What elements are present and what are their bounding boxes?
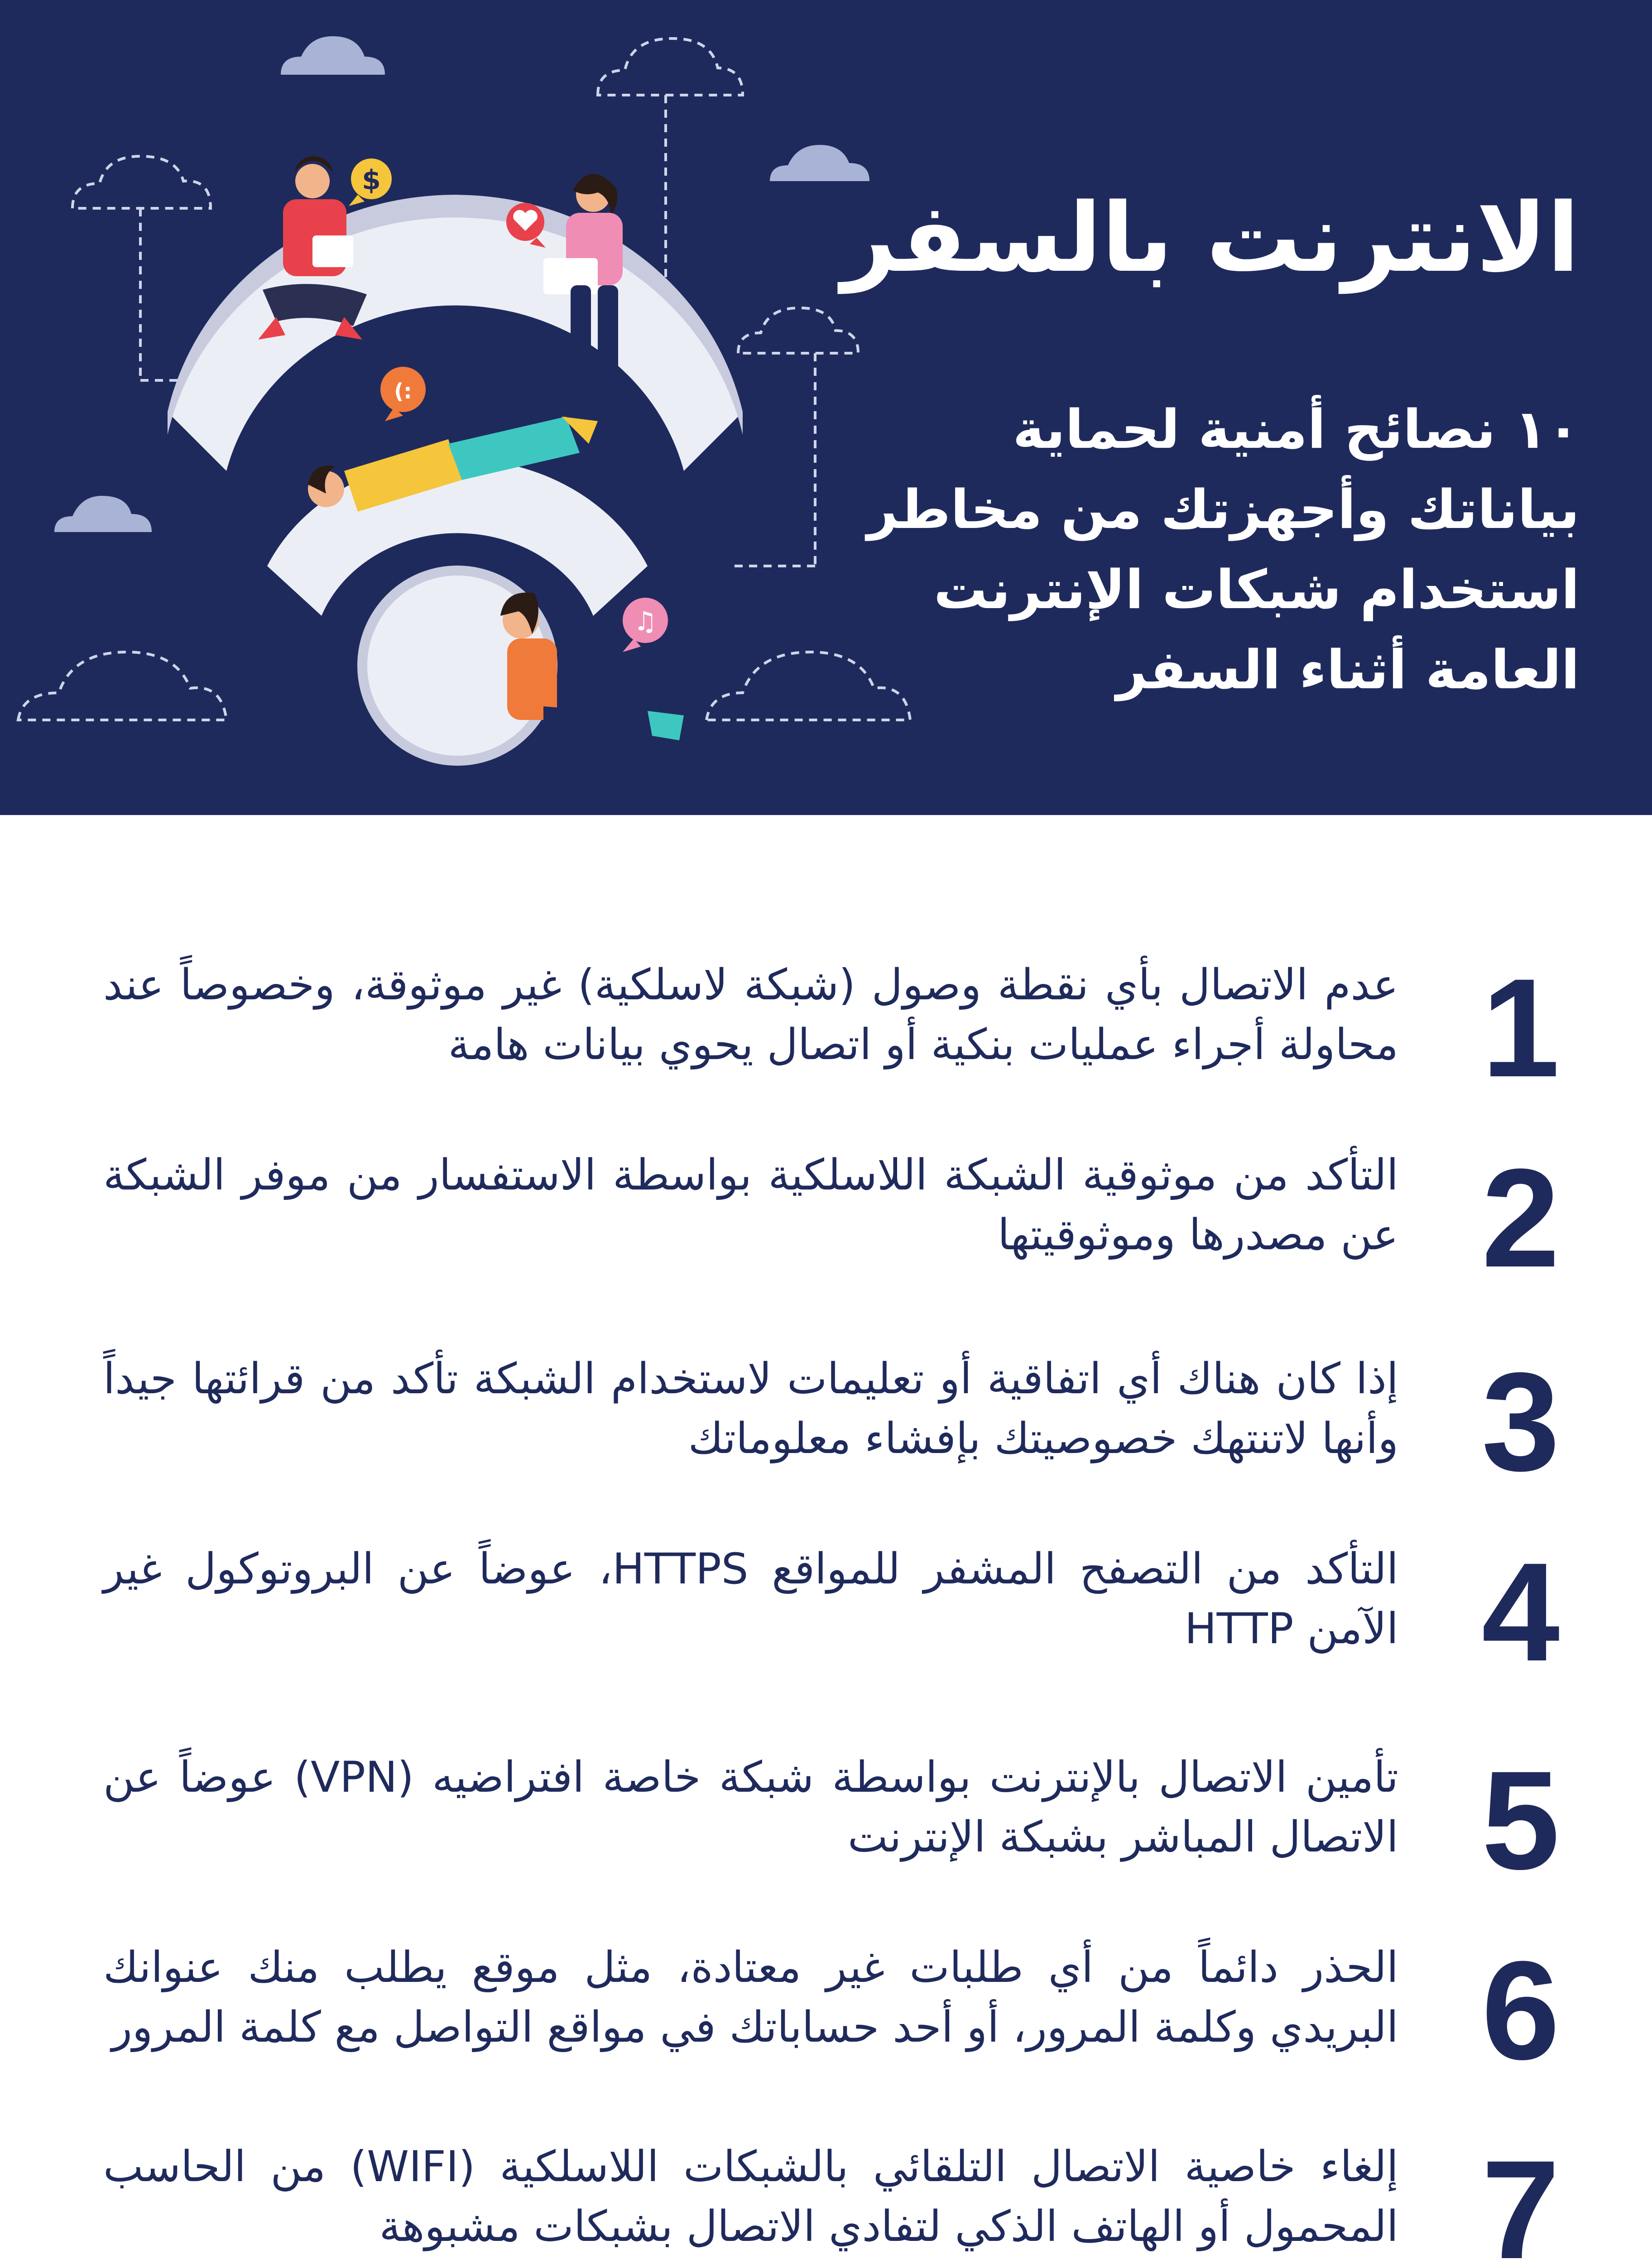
tip-text: تأمين الاتصال بالإنترنت بواسطة شبكة خاصة افتراضيه (VPN) عوضاً عن الاتصال المباشر بشبكة الإنترنت <box>103 1753 1398 1862</box>
list-item <box>0 937 1652 1118</box>
tip-number: 4 <box>1481 1533 1560 1690</box>
tip-text: إذا كان هناك أي اتفاقية أو تعليمات لاستخدام الشبكة تأكد من قرائتها جيداً وأنها لاتنتهك خصوصيتك بإفشاء معلوماتك <box>103 1354 1398 1463</box>
hero-illustration <box>0 0 951 815</box>
person-with-tablet-illustration <box>258 156 367 340</box>
svg-text:♫: ♫ <box>634 606 657 637</box>
tip-text: التأكد من موثوقية الشبكة اللاسلكية بواسطة الاستفسار من موفر الشبكة عن مصدرها وموثوقيتها <box>103 1151 1398 1260</box>
tip-text: عدم الاتصال بأي نقطة وصول (شبكة لاسلكية) غير موثوقة، وخصوصاً عند محاولة أجراء عمليات بنكية أو اتصال يحوي بيانات هامة <box>103 960 1398 1070</box>
tip-number: 3 <box>1481 1343 1560 1500</box>
page-subtitle: ١٠ نصائح أمنية لحماية بياناتك وأجهزتك من مخاطر استخدام شبكات الإنترنت العامة أثناء السفر <box>867 398 1580 701</box>
svg-text::): :) <box>394 379 412 403</box>
tip-number: 2 <box>1481 1139 1560 1296</box>
tip-text: إلغاء خاصية الاتصال التلقائي بالشبكات اللاسلكية (WIFI) من الحاسب المحمول أو الهاتف الذكي لتفادي الاتصال بشبكات مشبوهة <box>103 2142 1398 2251</box>
smile-bubble-icon <box>380 367 426 421</box>
list-item <box>0 1730 1652 1911</box>
tip-number: 5 <box>1481 1741 1560 1899</box>
tip-text: الحذر دائماً من أي طلبات غير معتادة، مثل موقع يطلب منك عنوانك البريدي وكلمة المرور، أو أحد حساباتك في مواقع التواصل مع كلمة المرور <box>103 1943 1398 2052</box>
tip-text: التأكد من التصفح المشفر للمواقع HTTPS، عوضاً عن البروتوكول غير الآمن HTTP <box>103 1545 1398 1654</box>
svg-text:$: $ <box>362 164 381 196</box>
list-item <box>0 1331 1652 1512</box>
header-banner <box>0 0 1652 815</box>
list-item <box>0 1521 1652 1703</box>
tip-number: 6 <box>1481 1932 1560 2089</box>
tip-number: 1 <box>1481 949 1560 1106</box>
page-title: الانترنت بالسفر <box>841 182 1580 293</box>
tips-list <box>0 815 1652 2264</box>
list-item <box>0 1127 1652 1309</box>
music-bubble-icon <box>623 598 668 652</box>
list-item <box>0 2119 1652 2264</box>
list-item <box>0 1920 1652 2101</box>
person-with-laptop-illustration <box>543 174 623 389</box>
dollar-bubble-icon <box>349 158 392 206</box>
tip-number: 7 <box>1481 2131 1560 2264</box>
